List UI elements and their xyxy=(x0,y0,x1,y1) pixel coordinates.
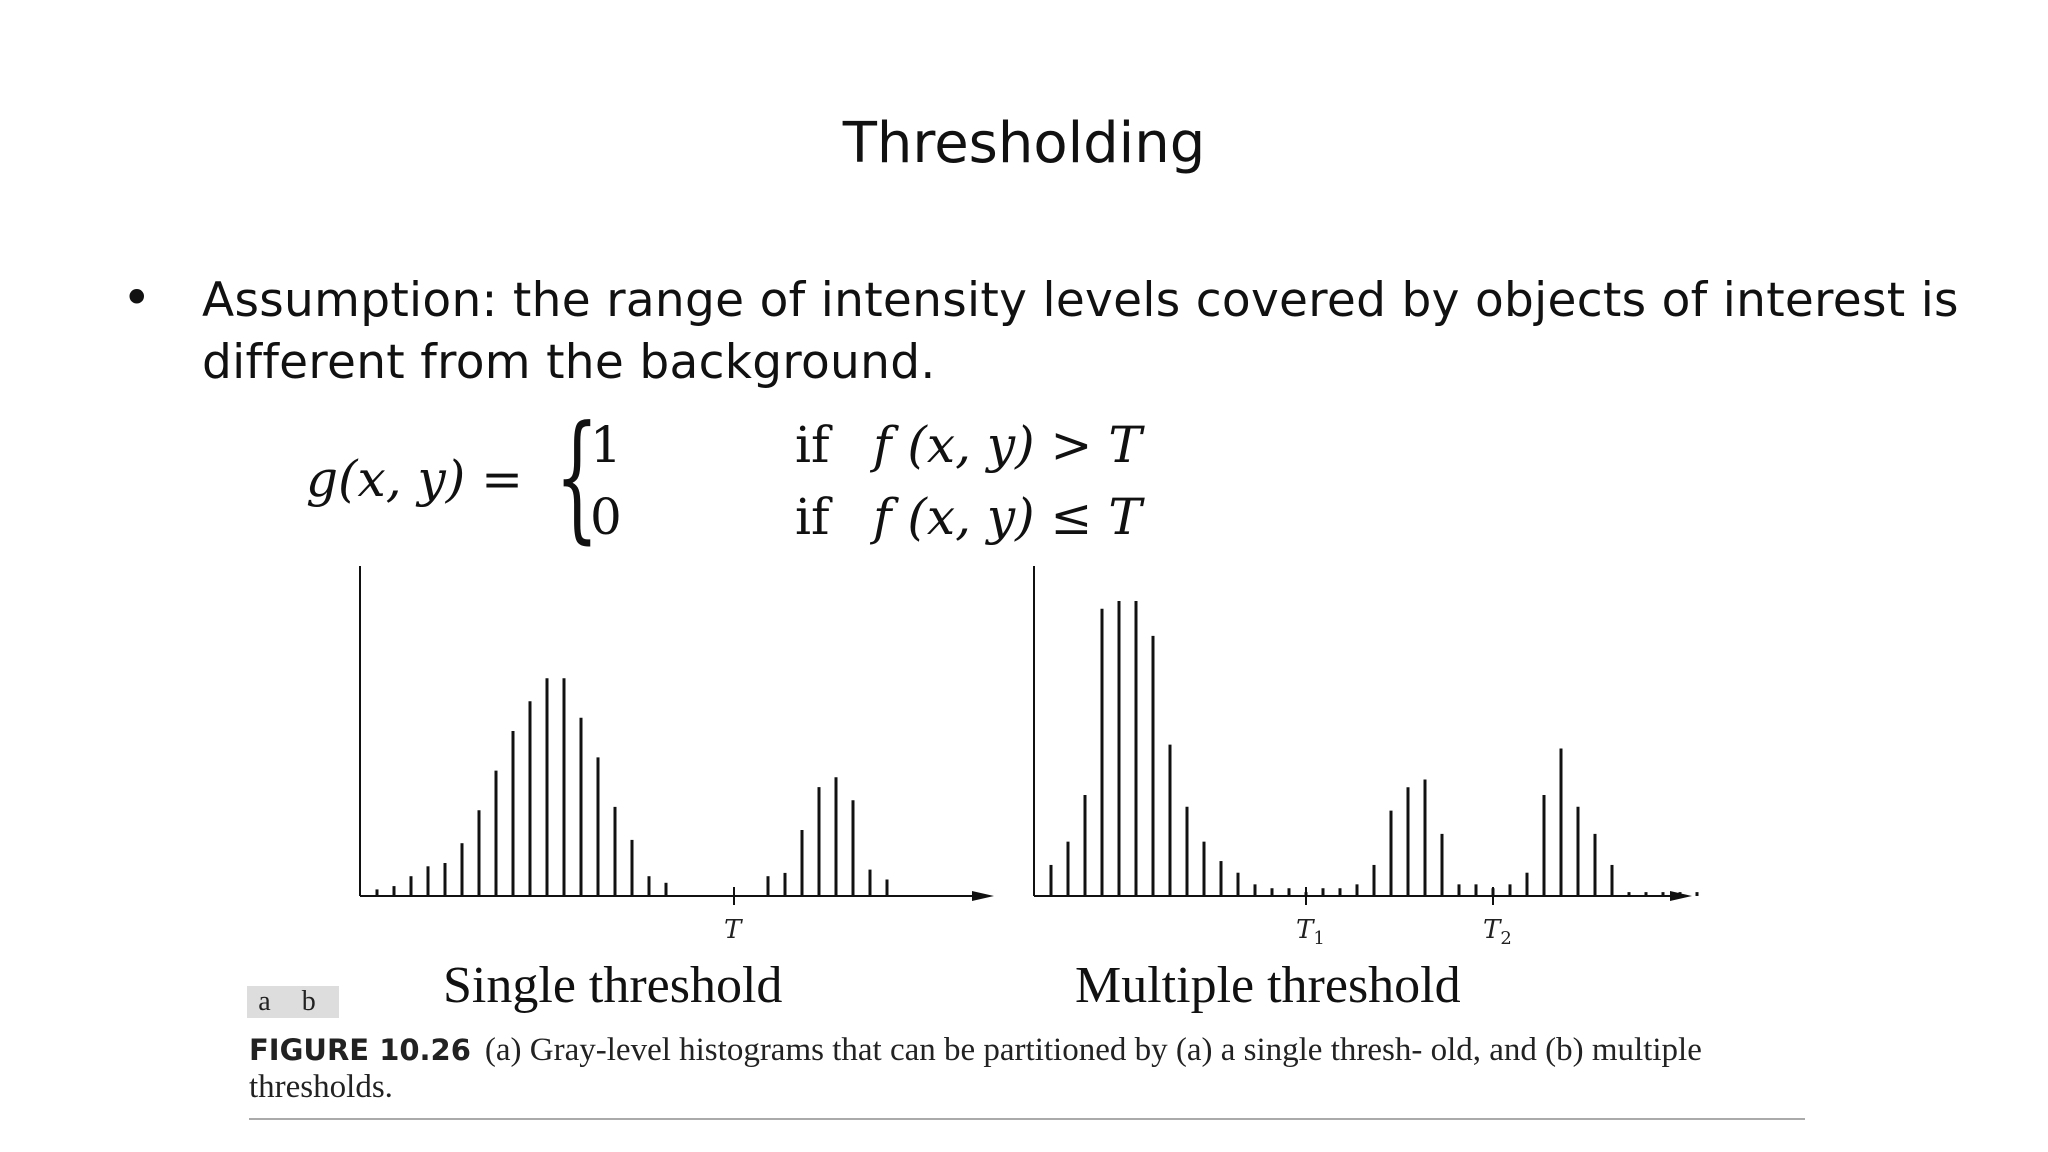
threshold-formula xyxy=(300,396,1200,558)
case-1-if: if xyxy=(795,416,830,474)
bullet-text: Assumption: the range of intensity levels covered by objects of interest is different from the background. xyxy=(202,273,1959,390)
threshold-label: $T_2$ xyxy=(1483,915,1512,949)
histogram-multiple-threshold xyxy=(1020,560,1700,960)
figure-number: FIGURE 10.26 xyxy=(249,1033,471,1067)
histogram-single-threshold xyxy=(352,560,1002,960)
threshold-label: $T_1$ xyxy=(1296,915,1325,949)
case-1-value: 1 xyxy=(590,416,622,474)
figure-caption xyxy=(249,1032,1809,1106)
panel-b-caption: Multiple threshold xyxy=(1075,957,1461,1014)
bullet-marker: • xyxy=(122,269,152,327)
case-2-if: if xyxy=(795,488,830,546)
case-2-value: 0 xyxy=(590,488,622,546)
case-1-condition: f (x, y) > T xyxy=(873,416,1142,474)
panel-tag: a b xyxy=(247,986,339,1018)
threshold-subscript: 1 xyxy=(1313,928,1325,949)
threshold-subscript: 2 xyxy=(1500,928,1512,949)
slide-title: Thresholding xyxy=(842,111,1206,176)
panel-a-caption: Single threshold xyxy=(443,957,783,1014)
caption-rule xyxy=(249,1118,1805,1120)
threshold-label: T xyxy=(724,915,742,945)
x-axis-arrow xyxy=(972,891,994,901)
formula-lhs: g(x, y) = xyxy=(306,450,524,508)
case-2-condition: f (x, y) ≤ T xyxy=(873,488,1142,546)
formula-brace: { xyxy=(555,396,599,557)
figure-caption-text: (a) Gray-level histograms that can be partitioned by (a) a single thresh- old, and (b) multiple thresholds. xyxy=(249,1032,1702,1105)
